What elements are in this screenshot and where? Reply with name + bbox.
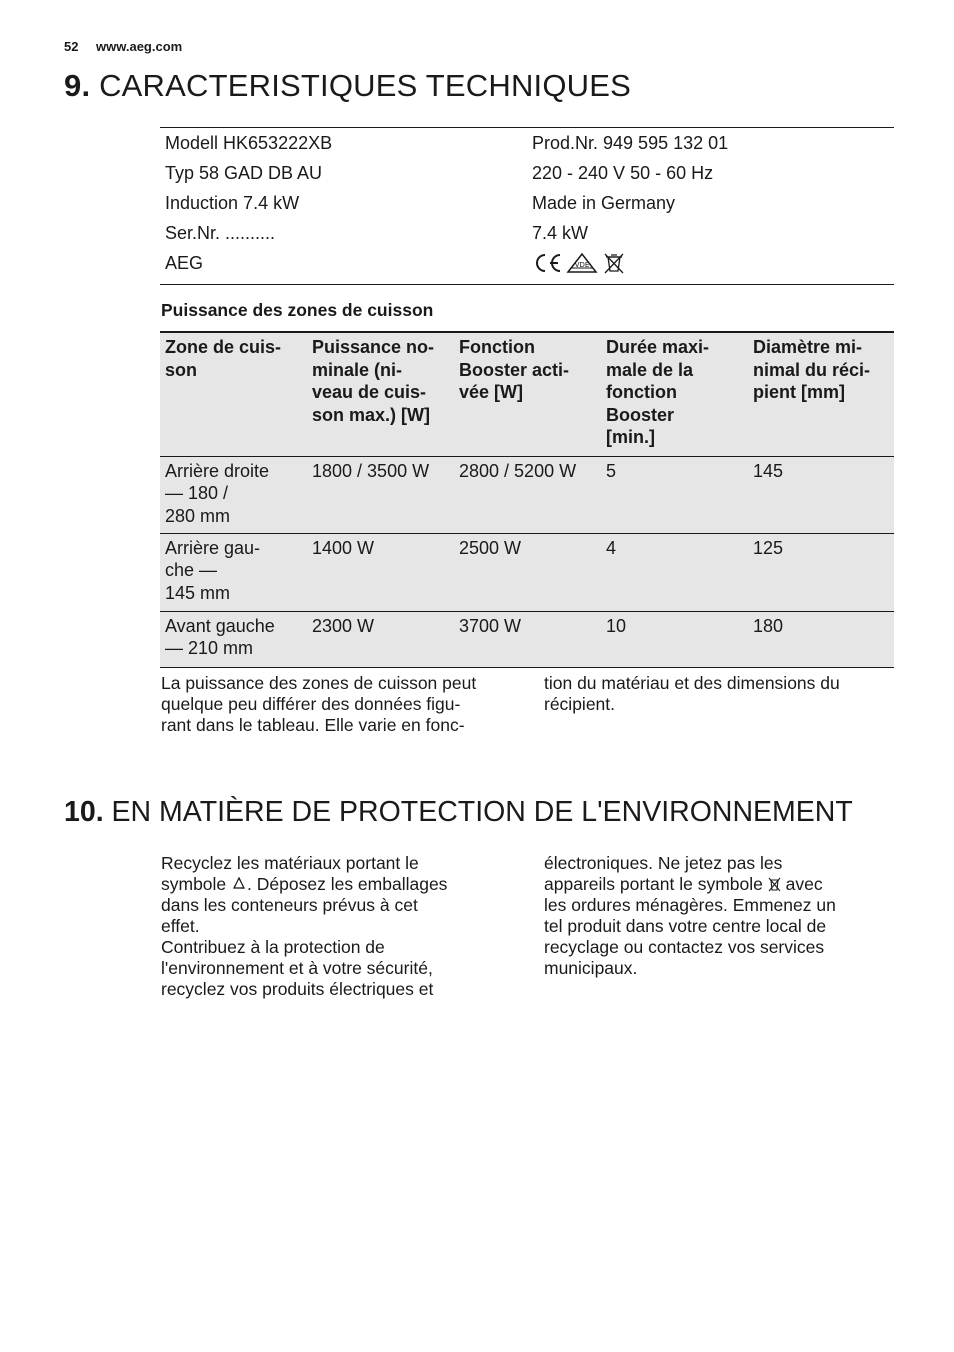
table-header-row: [160, 332, 894, 456]
column-header: Diamètre mi- nimal du réci- pient [mm]: [748, 332, 894, 456]
env-right-line2a: appareils portant le symbole: [544, 874, 763, 894]
section-10-title: EN MATIÈRE DE PROTECTION DE L'ENVIRONNEMENT: [111, 796, 853, 828]
weee-bin-icon: [768, 876, 781, 892]
section-9-title: CARACTERISTIQUES TECHNIQUES: [99, 68, 631, 103]
certification-marks: [532, 248, 894, 278]
environment-text-left: [161, 853, 501, 1000]
column-header: Fonction Booster acti- vée [W]: [454, 332, 601, 456]
spec-row: [160, 158, 894, 188]
power-zones-table: [160, 331, 894, 668]
page-number: 52: [64, 39, 79, 54]
spec-table: [160, 127, 894, 285]
spec-cell: Typ 58 GAD DB AU: [165, 163, 323, 183]
table-cell: Avant gauche — 210 mm: [160, 611, 307, 667]
column-header: Durée maxi- male de la fonction Booster [min.]: [601, 332, 748, 456]
spec-row: [160, 248, 894, 278]
env-left-rest: dans les conteneurs prévus à cet effet. Contribuez à la protection de l'environnement et à votre sécurité, recyclez vos produits électriques et: [161, 895, 434, 999]
vde-mark-icon: [566, 252, 598, 274]
table-cell: 10: [601, 611, 748, 667]
spec-cell: Induction 7.4 kW: [165, 193, 300, 213]
env-left-line2b: . Déposez les emballages: [247, 874, 448, 894]
table-cell: Arrière gau- che — 145 mm: [160, 533, 307, 611]
power-note-left: La puissance des zones de cuisson peut quelque peu différer des données figu- rant dans le tableau. Elle varie en fonc-: [161, 673, 477, 735]
table-cell: 3700 W: [454, 611, 601, 667]
section-9-heading: [64, 68, 631, 104]
power-note-right: tion du matériau et des dimensions du récipient.: [544, 673, 840, 714]
env-right-rest: les ordures ménagères. Emmenez un tel produit dans votre centre local de recyclage ou contactez vos services municipaux.: [544, 895, 836, 978]
table-row: [160, 611, 894, 667]
spec-row: [160, 218, 894, 248]
spec-cell: Made in Germany: [532, 193, 676, 213]
spec-cell: Prod.Nr. 949 595 132 01: [532, 133, 729, 153]
spec-cell-marks: [527, 248, 894, 278]
table-cell: 180: [748, 611, 894, 667]
spec-cell: Modell HK653222XB: [165, 133, 333, 153]
spec-cell: 220 - 240 V 50 - 60 Hz: [532, 163, 714, 183]
env-right-line2b: avec: [785, 874, 823, 894]
ce-mark-icon: [532, 252, 562, 274]
svg-text:VDE: VDE: [574, 261, 590, 269]
spec-cell: Ser.Nr. ..........: [165, 223, 276, 243]
column-header: Zone de cuis- son: [160, 332, 307, 456]
spec-cell: 7.4 kW: [532, 223, 589, 243]
spec-cell: AEG: [165, 253, 204, 273]
weee-bin-icon: [602, 251, 626, 275]
table-cell: 2500 W: [454, 533, 601, 611]
table-cell: 1400 W: [307, 533, 454, 611]
spec-row: [160, 188, 894, 218]
website-link[interactable]: www.aeg.com: [96, 39, 183, 54]
table-cell: 5: [601, 456, 748, 533]
recycle-icon: [231, 876, 247, 892]
table-cell: 4: [601, 533, 748, 611]
table-subtitle: Puissance des zones de cuisson: [161, 300, 434, 320]
table-cell: Arrière droite — 180 / 280 mm: [160, 456, 307, 533]
environment-text-right: [544, 853, 884, 979]
section-10-number: 10.: [64, 796, 104, 828]
spec-row: [160, 128, 894, 158]
section-10-heading: [64, 796, 853, 829]
table-row: [160, 456, 894, 533]
env-left-line2a: symbole: [161, 874, 227, 894]
table-cell: 2800 / 5200 W: [454, 456, 601, 533]
env-left-line1: Recyclez les matériaux portant le: [161, 853, 419, 873]
table-cell: 125: [748, 533, 894, 611]
section-9-number: 9.: [64, 68, 91, 103]
table-row: [160, 533, 894, 611]
env-right-line1: électroniques. Ne jetez pas les: [544, 853, 783, 873]
table-cell: 1800 / 3500 W: [307, 456, 454, 533]
table-cell: 2300 W: [307, 611, 454, 667]
column-header: Puissance no- minale (ni- veau de cuis- son max.) [W]: [307, 332, 454, 456]
table-cell: 145: [748, 456, 894, 533]
